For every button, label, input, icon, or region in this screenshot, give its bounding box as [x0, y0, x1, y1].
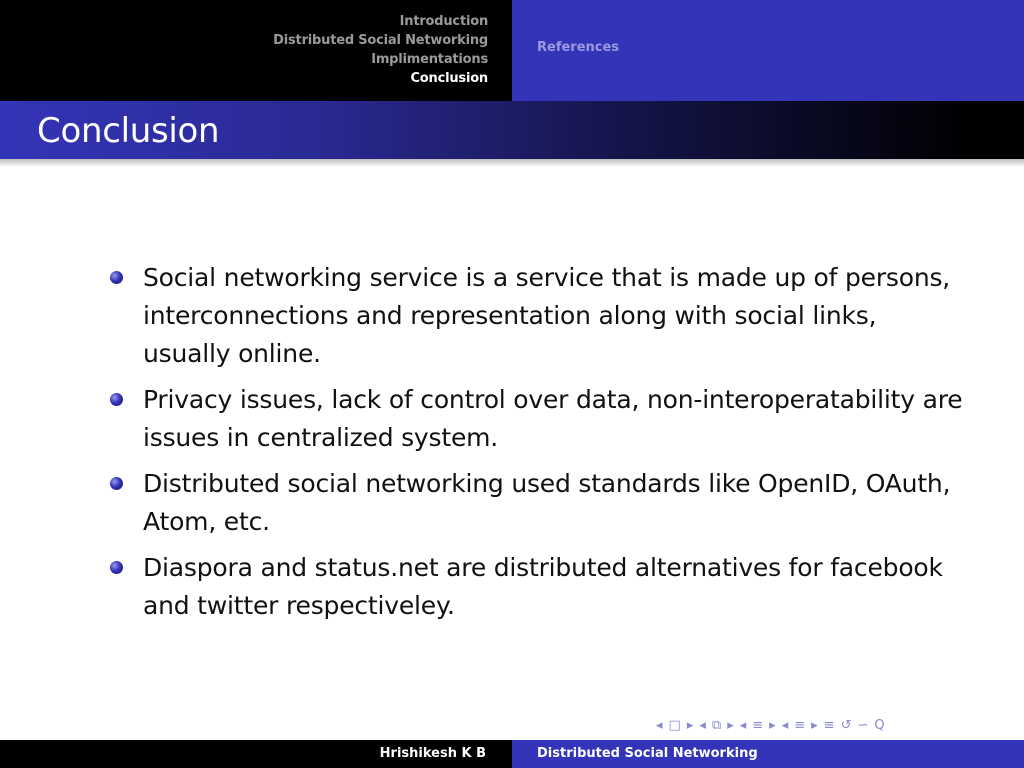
appendix-navigation — [512, 0, 1024, 101]
back-icon[interactable]: ↺ — [840, 717, 852, 733]
footer-author: Hrishikesh K B — [379, 746, 486, 761]
nav-section-implimentations[interactable]: Implimentations — [371, 52, 488, 67]
section-icon[interactable]: ≡ — [794, 717, 806, 733]
nav-section-introduction[interactable]: Introduction — [399, 14, 488, 29]
bullet-item — [110, 259, 970, 373]
bullet-item — [110, 465, 970, 541]
bullet-text: Privacy issues, lack of control over data, non-interoperatability are issues in centralized system. — [143, 385, 963, 452]
bullet-text: Social networking service is a service that is made up of persons, interconnections and representation along with social links, usually online. — [143, 263, 951, 368]
next-slide-icon[interactable]: ▸ — [686, 717, 694, 733]
prev-slide-icon[interactable]: ◂ — [656, 717, 663, 733]
bullet-ball-icon — [110, 271, 123, 284]
frame-icon[interactable]: ⧉ — [711, 717, 722, 733]
footer — [0, 740, 1024, 768]
search-icon[interactable]: Q — [874, 717, 885, 733]
document-icon[interactable]: ≡ — [823, 717, 835, 733]
title-shadow — [0, 159, 1024, 167]
slide-icon[interactable]: □ — [668, 717, 681, 733]
frame-title: Conclusion — [37, 111, 220, 151]
nav-section-distributed-social-networking[interactable]: Distributed Social Networking — [273, 33, 488, 48]
frame-title-bar — [0, 101, 1024, 159]
bullet-ball-icon — [110, 561, 123, 574]
next-frame-icon[interactable]: ▸ — [727, 717, 734, 733]
bullet-text: Diaspora and status.net are distributed alternatives for facebook and twitter respectiveley. — [143, 553, 943, 620]
bullet-item — [110, 381, 970, 457]
footer-author-box — [0, 740, 512, 768]
bullet-ball-icon — [110, 393, 123, 406]
prev-subsection-icon[interactable]: ◂ — [739, 717, 747, 733]
next-subsection-icon[interactable]: ▸ — [769, 717, 776, 733]
bullet-item — [110, 549, 970, 625]
forward-icon[interactable]: ∽ — [857, 717, 869, 733]
nav-section-conclusion[interactable]: Conclusion — [410, 71, 488, 86]
footer-title: Distributed Social Networking — [537, 746, 758, 761]
bullet-text: Distributed social networking used standards like OpenID, OAuth, Atom, etc. — [143, 469, 951, 536]
bullet-ball-icon — [110, 477, 123, 490]
nav-section-references[interactable]: References — [537, 40, 620, 55]
header-navigation — [0, 0, 1024, 101]
subsection-icon[interactable]: ≡ — [752, 717, 764, 733]
next-section-icon[interactable]: ▸ — [811, 717, 818, 733]
section-navigation — [0, 0, 512, 101]
prev-frame-icon[interactable]: ◂ — [699, 717, 706, 733]
footer-title-box — [512, 740, 1024, 768]
prev-section-icon[interactable]: ◂ — [781, 717, 789, 733]
beamer-navigation-symbols — [656, 716, 1016, 734]
bullet-list — [110, 259, 970, 633]
